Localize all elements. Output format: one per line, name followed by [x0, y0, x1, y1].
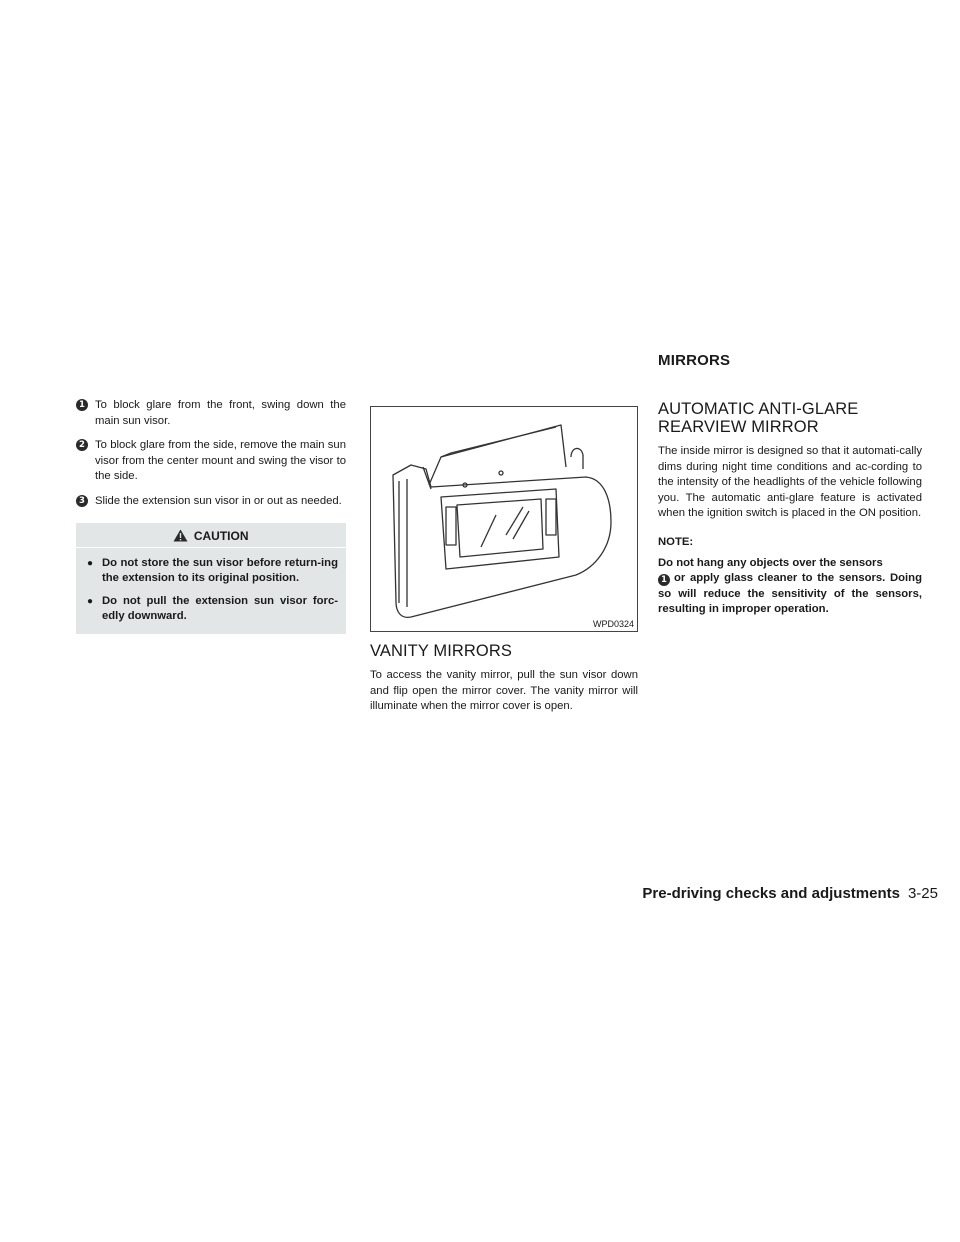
page-footer	[642, 885, 938, 902]
note-label: NOTE:	[658, 535, 694, 548]
note-text-before: Do not hang any objects over the sensors	[658, 556, 883, 569]
vanity-column	[370, 406, 638, 715]
visor-step-3	[76, 494, 346, 510]
bullet-icon: ●	[87, 558, 94, 569]
sun-visor-illustration	[370, 406, 638, 632]
sun-visor-mirror-drawing	[371, 407, 637, 631]
bullet-icon: ●	[87, 596, 94, 607]
step-number-badge: 2	[76, 439, 88, 451]
warning-triangle-icon	[173, 529, 188, 542]
visor-step-2	[76, 438, 346, 485]
caution-item-text: Do not pull the extension sun visor forc-edly downward.	[102, 595, 338, 622]
visor-column	[76, 398, 346, 634]
caution-item	[76, 594, 346, 624]
vanity-heading: VANITY MIRRORS	[370, 642, 512, 660]
auto-mirror-column	[658, 400, 922, 618]
step-number-badge: 1	[76, 399, 88, 411]
note-text-after: or apply glass cleaner to the sensors. Doing so will reduce the sensitivity of the sensors, resulting in improper operation.	[658, 572, 922, 615]
figure-label: WPD0324	[592, 619, 634, 629]
footer-section: Pre-driving checks and adjustments	[642, 885, 900, 902]
auto-mirror-heading: AUTOMATIC ANTI-GLARE REARVIEW MIRROR	[658, 400, 859, 436]
caution-item-text: Do not store the sun visor before return-ing the extension to its original position.	[102, 557, 338, 584]
auto-mirror-text: The inside mirror is designed so that it automati-cally dims during night time conditions and ac-cording to the intensity of the headlights of the vehicle following you. The automatic anti-glare feature is activated when the ignition switch is placed in the ON position.	[658, 445, 922, 519]
caution-title: CAUTION	[193, 529, 249, 543]
section-title: MIRRORS	[658, 352, 731, 369]
caution-header	[76, 523, 346, 548]
caution-box	[76, 523, 346, 634]
step-number-badge: 3	[76, 495, 88, 507]
step-text: Slide the extension sun visor in or out as needed.	[95, 494, 342, 507]
caution-item	[76, 556, 346, 586]
step-text: To block glare from the side, remove the main sun visor from the center mount and swing the visor to the side.	[95, 439, 346, 482]
visor-step-1	[76, 398, 346, 429]
note-text	[658, 556, 922, 618]
sensor-number-badge: 1	[658, 574, 670, 586]
vanity-text: To access the vanity mirror, pull the sun visor down and flip open the mirror cover. The vanity mirror will illuminate when the mirror cover is open.	[370, 669, 638, 712]
step-text: To block glare from the front, swing down the main sun visor.	[95, 399, 346, 427]
page-number: 3-25	[907, 885, 938, 902]
